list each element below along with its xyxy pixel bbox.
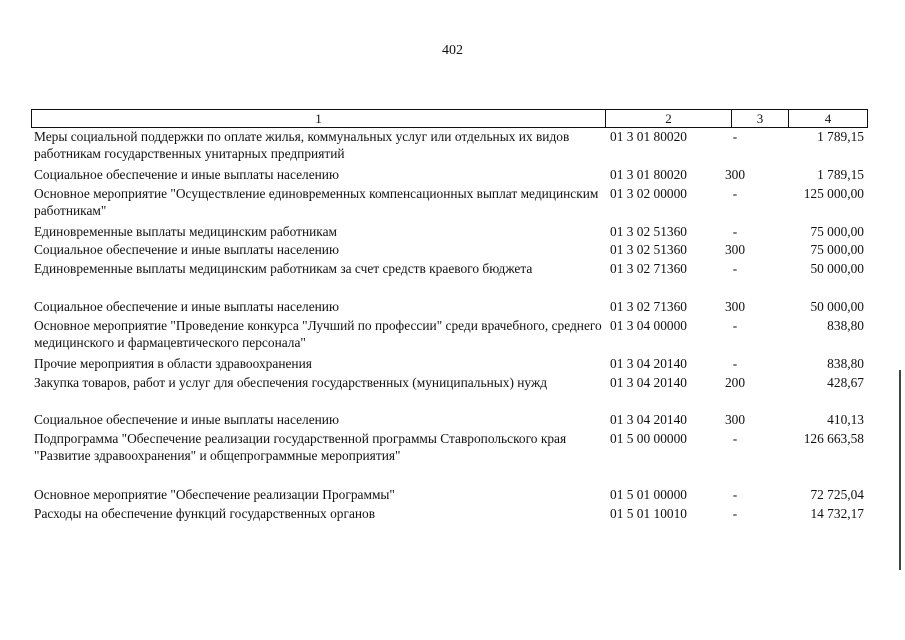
scan-edge-line xyxy=(899,370,901,570)
row-amount: 72 725,04 xyxy=(810,487,864,502)
row-name: Социальное обеспечение и иные выплаты населению xyxy=(34,412,339,427)
row-name: Основное мероприятие "Обеспечение реализации Программы" xyxy=(34,487,395,502)
row-name: Единовременные выплаты медицинским работникам за счет средств краевого бюджета xyxy=(34,261,533,276)
row-name: Основное мероприятие "Осуществление единовременных компенсационных выплат медицинским работникам" xyxy=(34,186,599,218)
row-name: Социальное обеспечение и иные выплаты населению xyxy=(34,299,339,314)
row-type: 200 xyxy=(724,375,746,390)
row-code: 01 3 04 20140 xyxy=(610,375,687,390)
row-amount: 126 663,58 xyxy=(803,431,864,446)
row-type: - xyxy=(732,186,738,201)
row-name: Закупка товаров, работ и услуг для обеспечения государственных (муниципальных) нужд xyxy=(34,375,548,390)
row-code: 01 3 02 51360 xyxy=(610,224,687,239)
row-code: 01 5 01 00000 xyxy=(610,487,687,502)
row-name: Социальное обеспечение и иные выплаты населению xyxy=(34,167,339,182)
row-code: 01 3 04 00000 xyxy=(610,318,687,333)
row-type: - xyxy=(732,487,738,502)
row-amount: 50 000,00 xyxy=(810,299,864,314)
row-amount: 75 000,00 xyxy=(810,224,864,239)
row-amount: 75 000,00 xyxy=(810,242,864,257)
row-type: - xyxy=(732,129,738,144)
row-code: 01 3 04 20140 xyxy=(610,356,687,371)
header-col-2: 2 xyxy=(606,110,732,127)
row-type: - xyxy=(732,224,738,239)
row-code: 01 5 01 10010 xyxy=(610,506,687,521)
row-amount: 428,67 xyxy=(827,375,864,390)
row-type: 300 xyxy=(724,167,746,182)
row-code: 01 3 01 80020 xyxy=(610,129,687,144)
row-type: - xyxy=(732,261,738,276)
row-amount: 125 000,00 xyxy=(803,186,864,201)
row-code: 01 3 02 00000 xyxy=(610,186,687,201)
row-amount: 838,80 xyxy=(827,318,864,333)
row-type: - xyxy=(732,318,738,333)
row-name: Социальное обеспечение и иные выплаты населению xyxy=(34,242,339,257)
row-amount: 838,80 xyxy=(827,356,864,371)
row-code: 01 3 02 71360 xyxy=(610,261,687,276)
row-amount: 50 000,00 xyxy=(810,261,864,276)
row-type: 300 xyxy=(724,242,746,257)
row-type: - xyxy=(732,356,738,371)
row-name: Расходы на обеспечение функций государственных органов xyxy=(34,506,376,521)
header-col-3: 3 xyxy=(732,110,789,127)
header-col-1: 1 xyxy=(32,110,606,127)
row-name: Прочие мероприятия в области здравоохранения xyxy=(34,356,312,371)
page-number: 402 xyxy=(442,43,463,58)
row-name: Подпрограмма "Обеспечение реализации государственной программы Ставропольского края "Развитие здравоохранения" и общепрограммные мероприятия" xyxy=(34,431,567,463)
row-amount: 14 732,17 xyxy=(810,506,864,521)
row-type: - xyxy=(732,506,738,521)
row-name: Основное мероприятие "Проведение конкурса "Лучший по профессии" среди врачебного, среднего медицинского и фармацевтического персонала" xyxy=(34,318,602,350)
header-col-4: 4 xyxy=(824,111,832,126)
row-name: Единовременные выплаты медицинским работникам xyxy=(34,224,338,239)
row-type: 300 xyxy=(724,299,746,314)
row-amount: 1 789,15 xyxy=(817,167,864,182)
row-type: 300 xyxy=(724,412,746,427)
row-code: 01 3 02 51360 xyxy=(610,242,687,257)
row-amount: 410,13 xyxy=(827,412,864,427)
row-type: - xyxy=(732,431,738,446)
row-code: 01 5 00 00000 xyxy=(610,431,687,446)
row-code: 01 3 04 20140 xyxy=(610,412,687,427)
row-code: 01 3 01 80020 xyxy=(610,167,687,182)
row-name: Меры социальной поддержки по оплате жилья, коммунальных услуг или отдельных их видов работникам государственных унитарных предприятий xyxy=(34,129,570,161)
row-code: 01 3 02 71360 xyxy=(610,299,687,314)
row-amount: 1 789,15 xyxy=(817,129,864,144)
